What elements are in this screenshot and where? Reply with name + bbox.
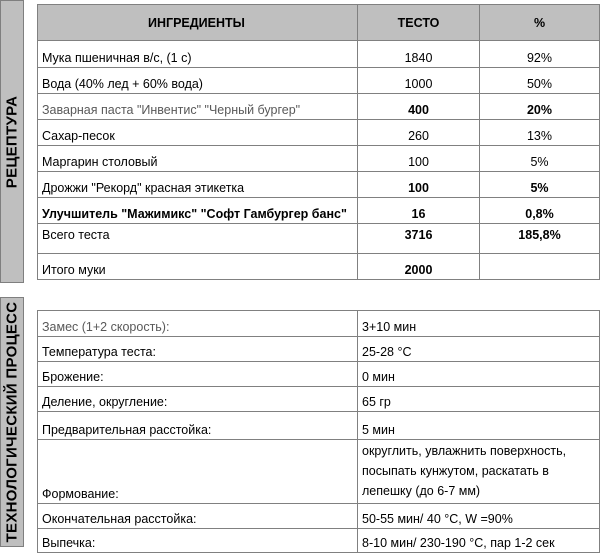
total-flour-percent-empty[interactable] (480, 254, 600, 280)
ingredient-percent[interactable]: 0,8% (480, 198, 600, 224)
ingredient-dough[interactable]: 100 (358, 146, 480, 172)
process-step-value[interactable]: 8-10 мин/ 230-190 °С, пар 1-2 сек (358, 529, 600, 553)
table-row (38, 41, 600, 68)
process-step-name[interactable]: Выпечка: (38, 529, 358, 553)
total-dough-label[interactable]: Всего теста (38, 224, 358, 254)
process-step-name[interactable]: Температура теста: (38, 337, 358, 362)
section-label-process (0, 297, 24, 547)
ingredient-percent[interactable]: 50% (480, 68, 600, 94)
total-flour-row (38, 254, 600, 280)
ingredient-percent[interactable]: 92% (480, 41, 600, 68)
process-step-name[interactable]: Замес (1+2 скорость): (38, 311, 358, 337)
header-dough[interactable]: ТЕСТО (358, 5, 480, 41)
process-step-name[interactable]: Предварительная расстойка: (38, 412, 358, 440)
ingredient-dough[interactable]: 1000 (358, 68, 480, 94)
total-flour-label[interactable]: Итого муки (38, 254, 358, 280)
table-row (38, 529, 600, 553)
process-step-value[interactable]: 65 гр (358, 387, 600, 412)
process-step-value[interactable]: 25-28 °С (358, 337, 600, 362)
ingredient-dough[interactable]: 260 (358, 120, 480, 146)
ingredient-percent[interactable]: 20% (480, 94, 600, 120)
process-table (37, 310, 600, 553)
ingredient-name[interactable]: Дрожжи "Рекорд" красная этикетка (38, 172, 358, 198)
ingredient-dough[interactable]: 1840 (358, 41, 480, 68)
table-row (38, 412, 600, 440)
ingredient-name[interactable]: Маргарин столовый (38, 146, 358, 172)
section-label-recipe-text: РЕЦЕПТУРА (3, 95, 21, 188)
process-step-name[interactable]: Окончательная расстойка: (38, 504, 358, 529)
table-row (38, 120, 600, 146)
section-label-recipe (0, 0, 24, 283)
process-step-value[interactable]: округлить, увлажнить поверхность, посыпать кунжутом, раскатать в лепешку (до 6-7 мм) (358, 440, 600, 504)
ingredient-dough[interactable]: 400 (358, 94, 480, 120)
ingredient-percent[interactable]: 5% (480, 172, 600, 198)
ingredient-dough[interactable]: 100 (358, 172, 480, 198)
table-row (38, 337, 600, 362)
recipe-table (37, 4, 600, 280)
ingredient-name[interactable]: Сахар-песок (38, 120, 358, 146)
recipe-header-row (38, 5, 600, 41)
table-row (38, 504, 600, 529)
total-dough-percent[interactable]: 185,8% (480, 224, 600, 254)
total-dough-value[interactable]: 3716 (358, 224, 480, 254)
process-step-name[interactable]: Деление, округление: (38, 387, 358, 412)
ingredient-name[interactable]: Улучшитель "Мажимикс" "Софт Гамбургер банс" (38, 198, 358, 224)
total-flour-value[interactable]: 2000 (358, 254, 480, 280)
total-dough-row (38, 224, 600, 254)
process-step-value[interactable]: 50-55 мин/ 40 °С, W =90% (358, 504, 600, 529)
header-ingredients[interactable]: ИНГРЕДИЕНТЫ (38, 5, 358, 41)
section-label-process-text: ТЕХНОЛОГИЧЕСКИЙ ПРОЦЕСС (3, 301, 21, 543)
header-percent[interactable]: % (480, 5, 600, 41)
table-row (38, 311, 600, 337)
process-step-name[interactable]: Формование: (38, 440, 358, 504)
process-step-value[interactable]: 5 мин (358, 412, 600, 440)
ingredient-name[interactable]: Мука пшеничная в/с, (1 с) (38, 41, 358, 68)
table-row (38, 146, 600, 172)
table-row (38, 172, 600, 198)
table-row (38, 198, 600, 224)
process-step-value[interactable]: 3+10 мин (358, 311, 600, 337)
table-row (38, 440, 600, 504)
process-step-name[interactable]: Брожение: (38, 362, 358, 387)
table-row (38, 68, 600, 94)
table-row (38, 387, 600, 412)
ingredient-percent[interactable]: 13% (480, 120, 600, 146)
ingredient-name[interactable]: Заварная паста "Инвентис" "Черный бургер" (38, 94, 358, 120)
ingredient-name[interactable]: Вода (40% лед + 60% вода) (38, 68, 358, 94)
table-row (38, 362, 600, 387)
table-row (38, 94, 600, 120)
ingredient-dough[interactable]: 16 (358, 198, 480, 224)
ingredient-percent[interactable]: 5% (480, 146, 600, 172)
process-step-value[interactable]: 0 мин (358, 362, 600, 387)
